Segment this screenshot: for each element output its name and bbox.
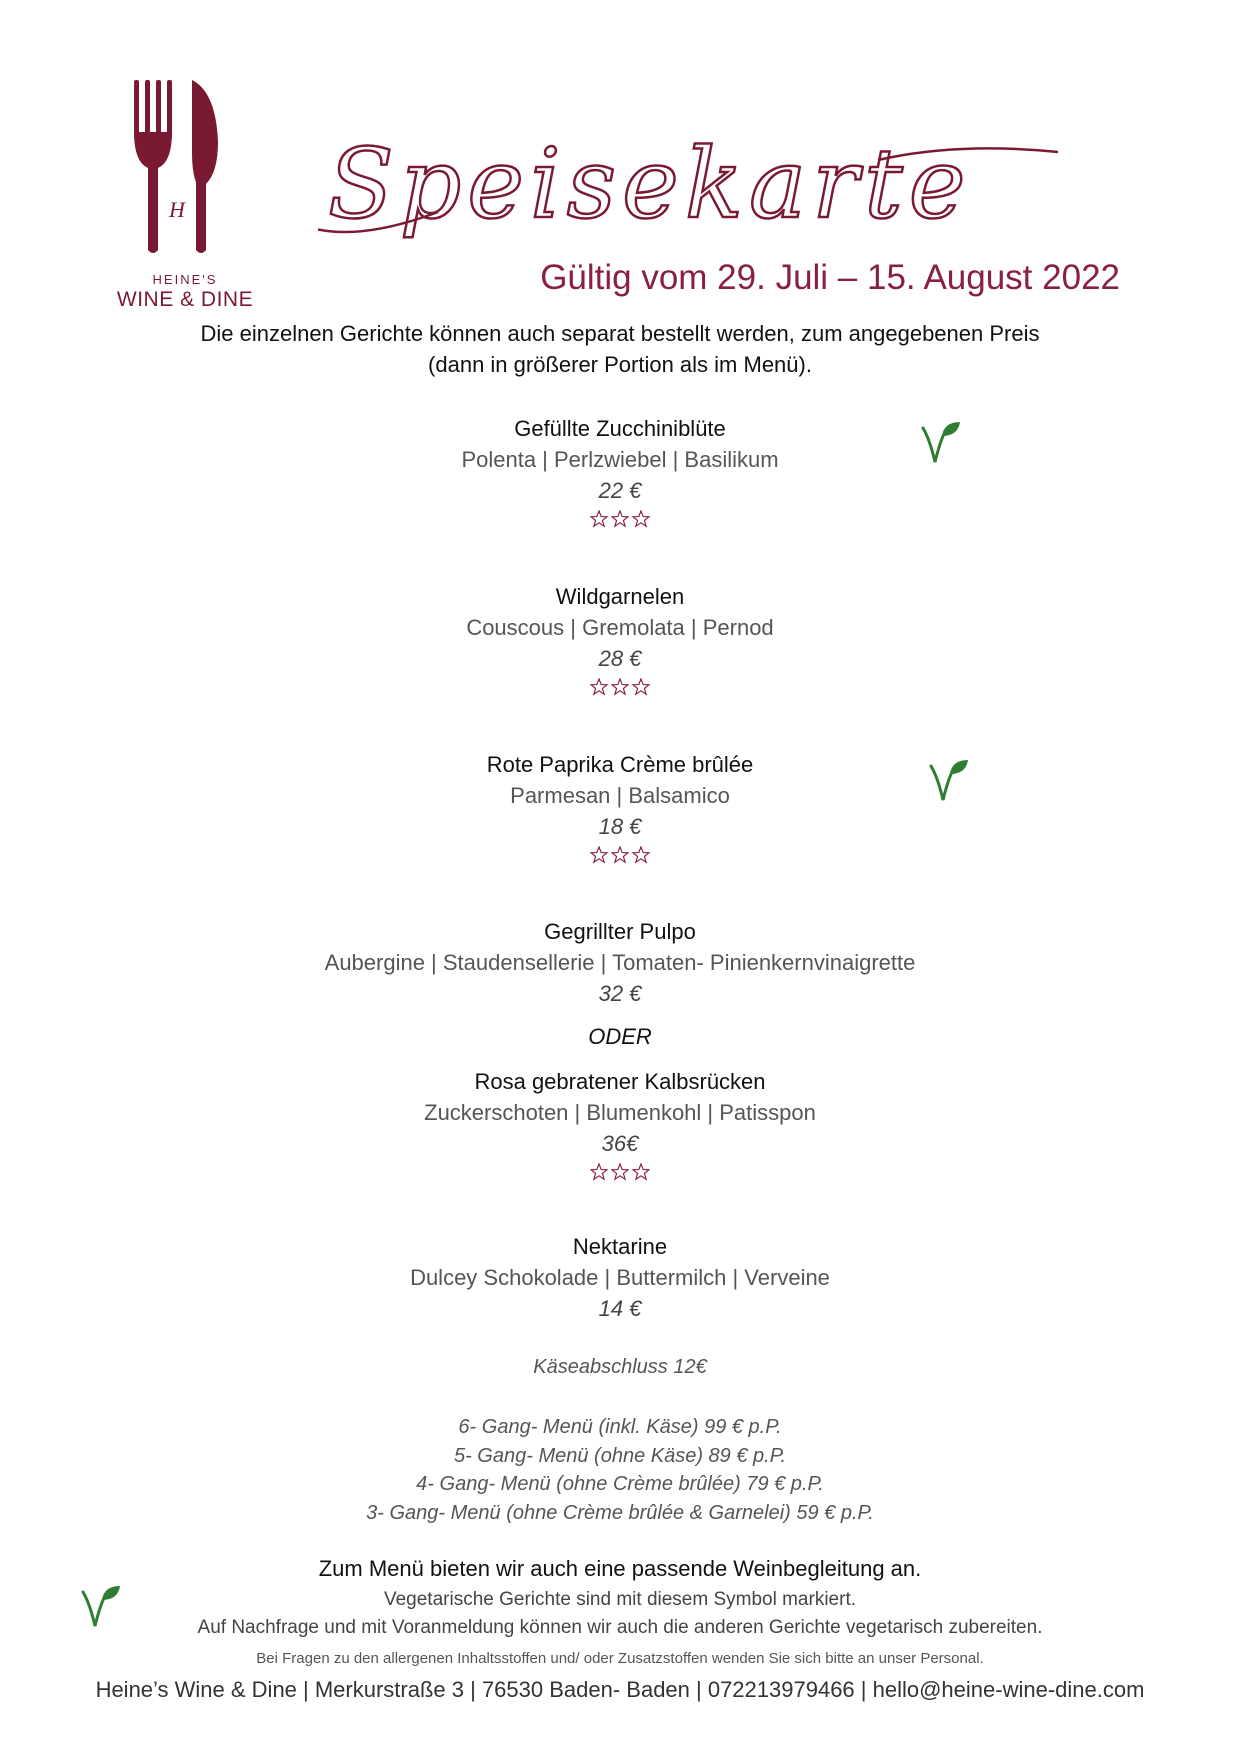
star-divider — [220, 510, 1020, 528]
star-outline-icon — [611, 510, 629, 528]
course-name: Wildgarnelen — [555, 584, 685, 609]
course-item — [220, 1066, 1020, 1181]
leaf-v-icon — [920, 418, 964, 466]
star-outline-icon — [590, 1163, 608, 1181]
course-description: Aubergine | Staudensellerie | Tomaten- Pinienkernvinaigrette — [324, 950, 916, 975]
star-outline-icon — [590, 510, 608, 528]
logo-brand-top: HEINE'S — [152, 272, 218, 287]
logo-monogram: H — [169, 197, 185, 222]
menu-options — [220, 1413, 1020, 1527]
cheese-course: Käseabschluss 12€ — [533, 1356, 707, 1378]
leaf-v-icon — [928, 756, 972, 804]
course-item — [220, 413, 1020, 528]
course-name: Gefüllte Zucchiniblüte — [514, 416, 726, 441]
star-outline-icon — [611, 678, 629, 696]
course-name: Rosa gebratener Kalbsrücken — [474, 1069, 766, 1094]
star-outline-icon — [590, 678, 608, 696]
wine-pairing-note: Zum Menü bieten wir auch eine passende Weinbegleitung an. — [318, 1556, 922, 1581]
star-divider — [220, 678, 1020, 696]
validity-period: Gültig vom 29. Juli – 15. August 2022 — [540, 258, 1120, 297]
star-outline-icon — [590, 846, 608, 864]
page-title — [318, 112, 1078, 272]
course-description: Dulcey Schokolade | Buttermilch | Verveine — [410, 1265, 830, 1290]
course-item — [220, 581, 1020, 696]
menu-option: 3- Gang- Menü (ohne Crème brûlée & Garnelei) 59 € p.P. — [366, 1501, 874, 1524]
course-price: 32 € — [598, 981, 642, 1006]
menu-option: 4- Gang- Menü (ohne Crème brûlée) 79 € p.P. — [416, 1473, 824, 1495]
veg-request-note: Auf Nachfrage und mit Voranmeldung können wir auch die anderen Gerichte vegetarisch zubereiten. — [197, 1617, 1043, 1638]
alternative-separator: ODER — [588, 1024, 652, 1049]
course-item — [220, 749, 1020, 864]
course-description: Parmesan | Balsamico — [510, 783, 730, 808]
intro-text — [120, 318, 1120, 380]
star-outline-icon — [632, 846, 650, 864]
course-name: Nektarine — [572, 1234, 668, 1259]
star-outline-icon — [611, 846, 629, 864]
course-description: Zuckerschoten | Blumenkohl | Patisspon — [424, 1100, 816, 1125]
star-outline-icon — [632, 678, 650, 696]
star-outline-icon — [611, 1163, 629, 1181]
restaurant-logo — [110, 72, 260, 312]
svg-text:Speisekarte: Speisekarte — [328, 128, 972, 240]
menu-option: 5- Gang- Menü (ohne Käse) 89 € p.P. — [453, 1444, 787, 1467]
course-name: Gegrillter Pulpo — [544, 919, 696, 944]
course-price: 22 € — [598, 478, 642, 503]
star-divider — [220, 1163, 1020, 1181]
logo-brand-main: WINE & DINE — [116, 288, 254, 311]
course-price: 28 € — [598, 646, 642, 671]
course-item — [220, 916, 1020, 1009]
course-price: 14 € — [598, 1296, 642, 1321]
course-description: Polenta | Perlzwiebel | Basilikum — [461, 447, 779, 472]
star-divider — [220, 846, 1020, 864]
menu-option: 6- Gang- Menü (inkl. Käse) 99 € p.P. — [458, 1416, 782, 1438]
vegetarian-note — [120, 1586, 1120, 1642]
veg-symbol-note: Vegetarische Gerichte sind mit diesem Symbol markiert. — [383, 1589, 856, 1610]
leaf-v-icon — [80, 1582, 124, 1630]
course-price: 36€ — [601, 1131, 639, 1156]
star-outline-icon — [632, 1163, 650, 1181]
course-description: Couscous | Gremolata | Pernod — [466, 615, 774, 640]
star-outline-icon — [632, 510, 650, 528]
fork-knife-icon — [110, 72, 260, 272]
footer-contact: Heine’s Wine & Dine | Merkurstraße 3 | 76530 Baden- Baden | 072213979466 | hello@heine-wine-dine.com — [95, 1677, 1145, 1702]
course-item — [220, 1231, 1020, 1324]
allergen-note: Bei Fragen zu den allergenen Inhaltsstoffen und/ oder Zusatzstoffen wenden Sie sich bitte an unser Personal. — [256, 1650, 984, 1667]
course-name: Rote Paprika Crème brûlée — [486, 752, 754, 777]
intro-line: Die einzelnen Gerichte können auch separat bestellt werden, zum angegebenen Preis — [200, 321, 1040, 346]
course-price: 18 € — [598, 814, 642, 839]
intro-line: (dann in größerer Portion als im Menü). — [428, 352, 812, 377]
